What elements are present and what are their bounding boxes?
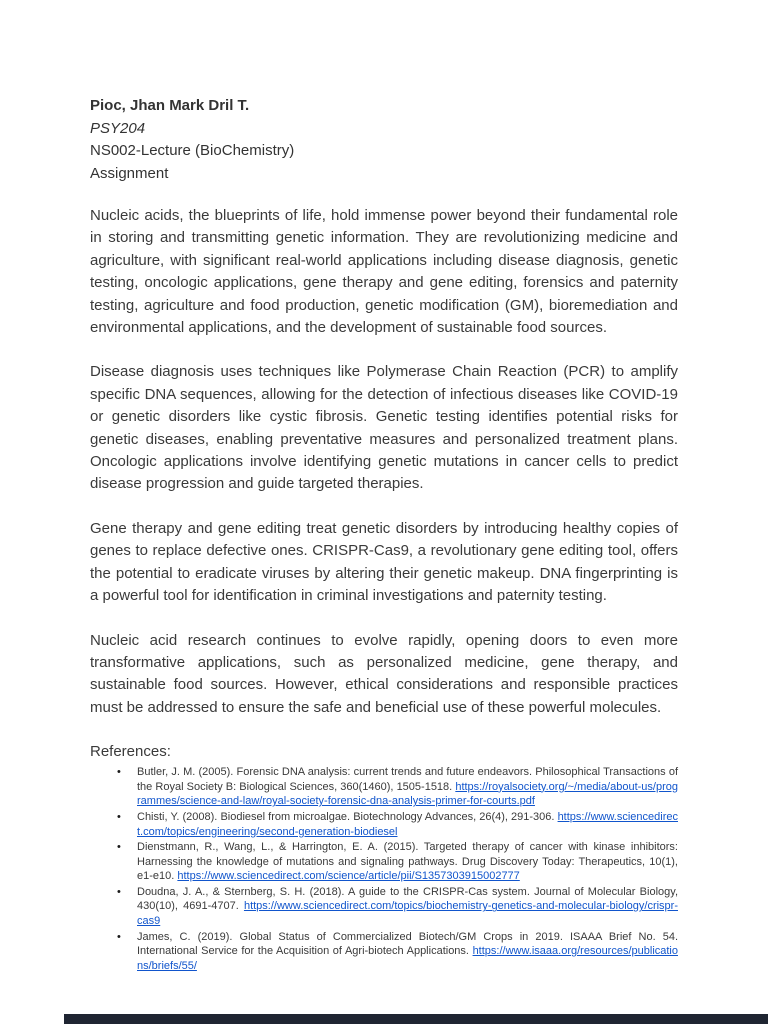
reference-citation-text: Doudna, J. A., & Sternberg, S. H. (2018). A guide to the CRISPR-Cas system. Journal of Molecular Biology, 430(10), 4691-4707. [137,885,678,913]
viewer-bottom-bar [64,1014,768,1024]
paragraphs [90,205,678,719]
reference-link[interactable]: https://www.sciencedirect.com/science/article/pii/S1357303915002777 [177,870,520,883]
course-title: NS002-Lecture (BioChemistry) [90,142,295,159]
references-heading: References: [90,743,171,761]
reference-link[interactable]: https://royalsociety.org/~/media/about-us/programmes/science-and-law/royal-society-forensic-dna-analysis-primer-for-courts.pdf [137,780,678,808]
reference-citation-text: Butler, J. M. (2005). Forensic DNA analysis: current trends and future endeavors. Philosophical Transactions of the Royal Society B: Biological Sciences, 360(1460), 1505-1518. [137,766,678,793]
reference-link[interactable]: https://www.sciencedirect.com/topics/engineering/second-generation-biodiesel [137,810,678,838]
reference-citation-text: Chisti, Y. (2008). Biodiesel from microalgae. Biotechnology Advances, 26(4), 291-306. [137,810,558,823]
document-type: Assignment [90,164,169,182]
reference-item [137,885,678,929]
course-code: PSY204 [90,119,146,137]
reference-item [137,930,678,974]
paragraph: Nucleic acids, the blueprints of life, hold immense power beyond their fundamental role in storing and transmitting genetic information. They are revolutionizing medicine and agriculture, with significant real-world applications including disease diagnosis, genetic testing, oncologic applications, gene therapy and gene editing, forensics and paternity testing, agriculture and food production, genetic modification (GM), bioremediation and environmental applications, and the development of sustainable food sources. [90,207,678,337]
reference-item [137,765,678,809]
document-header [90,95,678,185]
reference-link[interactable]: https://www.isaaa.org/resources/publications/briefs/55/ [137,945,678,972]
reference-citation-text: Dienstmann, R., Wang, L., & Harrington, E. A. (2015). Targeted therapy of cancer with kinase inhibitors: Harnessing the knowledge of mutations and signaling pathways. Drug Discovery Today: Therapeutics, 10(1), e1-e10. [137,841,678,883]
reference-item [137,810,678,839]
paragraph: Gene therapy and gene editing treat genetic disorders by introducing healthy copies of genes to replace defective ones. CRISPR-Cas9, a revolutionary gene editing tool, offers the potential to eradicate viruses by altering their genetic makeup. DNA fingerprinting is a powerful tool for identification in criminal investigations and paternity testing. [90,519,678,605]
reference-item [137,840,678,884]
reference-citation-text: James, C. (2019). Global Status of Commercialized Biotech/GM Crops in 2019. ISAAA Brief No. 54. International Service for the Acquisition of Agri-biotech Applications. [137,930,678,958]
reference-link[interactable]: https://www.sciencedirect.com/topics/biochemistry-genetics-and-molecular-biology/crispr-cas9 [137,900,678,928]
paragraph: Nucleic acid research continues to evolve rapidly, opening doors to even more transformative applications, such as personalized medicine, gene therapy, and sustainable food sources. However, ethical considerations and responsible practices must be addressed to ensure the safe and beneficial use of these powerful molecules. [90,631,678,716]
author-name: Pioc, Jhan Mark Dril T. [90,97,250,114]
paragraph: Disease diagnosis uses techniques like Polymerase Chain Reaction (PCR) to amplify specific DNA sequences, allowing for the detection of infectious diseases like COVID-19 or genetic disorders like cystic fibrosis. Genetic testing identifies potential risks for genetic diseases, enabling preventative measures and personalized treatment plans. Oncologic applications involve identifying genetic mutations in cancer cells to predict disease progression and guide targeted therapies. [90,363,678,493]
reference-list [90,765,678,973]
